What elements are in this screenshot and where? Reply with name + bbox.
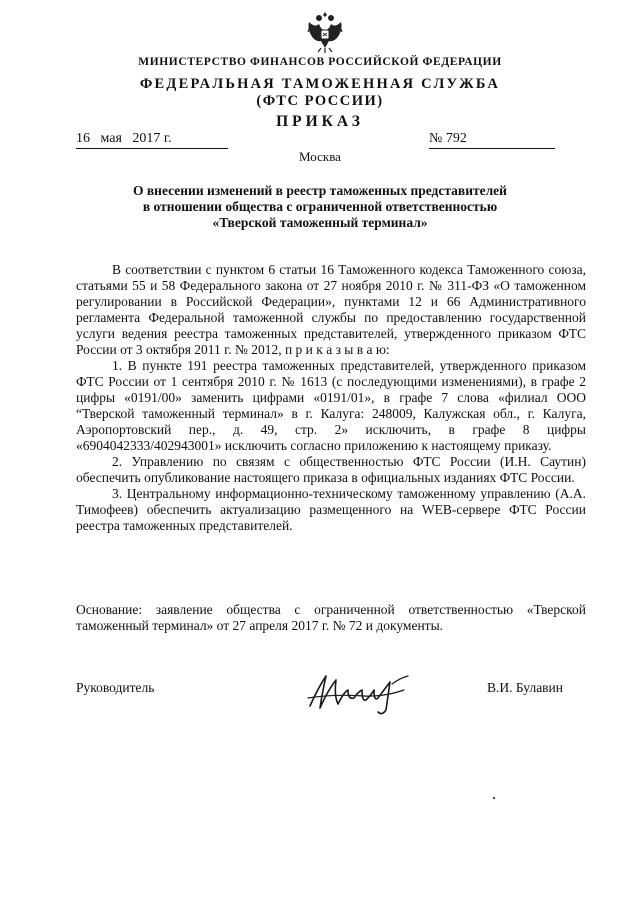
service-name: ФЕДЕРАЛЬНАЯ ТАМОЖЕННАЯ СЛУЖБА (139, 76, 501, 92)
ministry-name: МИНИСТЕРСТВО ФИНАНСОВ РОССИЙСКОЙ ФЕДЕРАЦИИ (138, 56, 502, 68)
order-number: № 792 (429, 131, 555, 149)
order-date: 16 мая 2017 г. (76, 131, 228, 149)
item-1-paragraph: 1. В пункте 191 реестра таможенных представителей, утвержденного приказом ФТС России от 1 сентября 2010 г. № 1613 (с последующими изменениями), в графе 2 цифры «0191/00» заменить цифрами «0191/01», в графе 7 слова «филиал ООО “Тверской таможенный терминал» в г. Калуга: 248009, Калужская обл., г. Калуга, Аэропортовский пер., д. 49, стр. 2» исключить, в графе 8 цифры «6904042333/402943001» исключить согласно приложению к настоящему приказу. (76, 358, 586, 453)
scan-speck (493, 797, 495, 799)
basis-block (76, 602, 586, 634)
title-line-1: О внесении изменений в реестр таможенных представителей (133, 183, 507, 198)
item-2-paragraph: 2. Управлению по связям с общественностью ФТС России (И.Н. Саутин) обеспечить опубликование настоящего приказа в официальных изданиях ФТС России. (76, 454, 586, 485)
service-short-name: (ФТС РОССИИ) (256, 93, 384, 109)
document-title (0, 183, 640, 231)
handwritten-signature (304, 668, 416, 720)
city: Москва (299, 149, 341, 164)
order-body (76, 262, 586, 534)
signatory-name: В.И. Булавин (487, 680, 564, 695)
signatory-role: Руководитель (76, 680, 155, 695)
title-line-3: «Тверской таможенный терминал» (212, 215, 428, 230)
document-type: ПРИКАЗ (276, 113, 364, 130)
intro-paragraph: В соответствии с пунктом 6 статьи 16 Таможенного кодекса Таможенного союза, статьями 55 и 58 Федерального закона от 27 ноября 2010 г. № 311-ФЗ «О таможенном регулировании в Российской Федерации», пунктами 12 и 66 Административного регламента Федеральной таможенной службы по предоставлению государственной услуги ведения реестра таможенных представителей, утвержденного приказом ФТС России от 3 октября 2011 г. № 2012, п р и к а з ы в а ю: (76, 262, 586, 357)
basis-paragraph: Основание: заявление общества с ограниченной ответственностью «Тверской таможенный терминал» от 27 апреля 2017 г. № 72 и документы. (76, 602, 586, 633)
title-line-2: в отношении общества с ограниченной ответственностью (142, 199, 498, 214)
item-3-paragraph: 3. Центральному информационно-техническому таможенному управлению (А.А. Тимофеев) обеспечить актуализацию размещенного на WEB-сервере ФТС России реестра таможенных представителей. (76, 486, 586, 533)
coat-of-arms-emblem (305, 8, 345, 54)
